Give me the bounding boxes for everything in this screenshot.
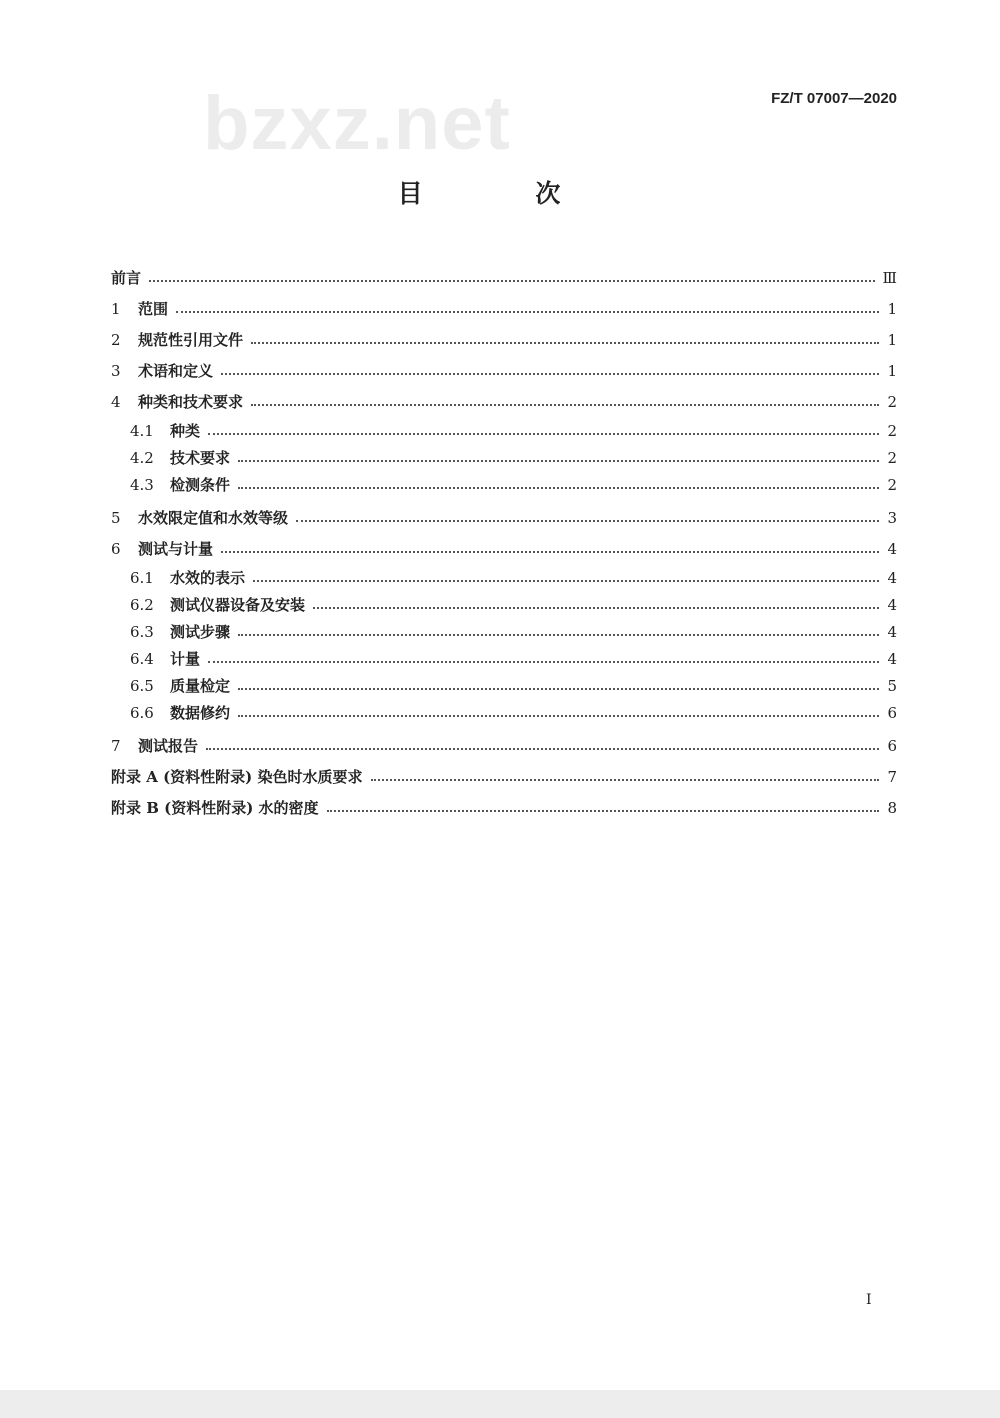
viewer-bottom-bar — [0, 1390, 1000, 1418]
toc-entry-label: 种类 — [170, 422, 201, 440]
toc-entry[interactable] — [111, 444, 897, 471]
dot-leader — [238, 688, 879, 690]
toc-entry-number: 7 — [111, 736, 121, 755]
dot-leader — [238, 634, 879, 636]
toc-entry-number: 4.1 — [130, 421, 154, 440]
toc-entry[interactable] — [111, 645, 897, 672]
toc-entry-label: 规范性引用文件 — [138, 331, 244, 349]
toc-entry-page: 1 — [887, 330, 897, 349]
toc-entry[interactable] — [111, 730, 897, 761]
toc-entry-label: 数据修约 — [170, 704, 231, 722]
toc-entry[interactable] — [111, 792, 897, 823]
page-title: 目 次 — [397, 179, 613, 208]
dot-leader — [327, 810, 880, 812]
watermark: bzxz.net — [203, 81, 511, 166]
toc-entry[interactable] — [111, 417, 897, 444]
dot-leader — [206, 748, 879, 750]
toc-entry-number: 3 — [111, 361, 121, 380]
toc-entry-number: 1 — [111, 299, 121, 318]
toc-entry-label: 测试报告 — [138, 737, 199, 755]
toc-entry-page: 7 — [887, 767, 897, 786]
toc-entry-number: 6.6 — [130, 703, 154, 722]
toc-entry-label: 附录 A (资料性附录) 染色时水质要求 — [111, 768, 363, 786]
toc-entry-label: 范围 — [138, 300, 169, 318]
toc-entry-label: 术语和定义 — [138, 362, 214, 380]
toc-entry-label: 水效限定值和水效等级 — [138, 509, 289, 527]
toc-entry-label: 前言 — [111, 269, 142, 287]
toc-entry[interactable] — [111, 533, 897, 564]
dot-leader — [296, 520, 879, 522]
toc-entry-label: 水效的表示 — [170, 569, 246, 587]
toc-entry[interactable] — [111, 386, 897, 417]
toc-entry[interactable] — [111, 699, 897, 726]
toc-entry-number: 6.4 — [130, 649, 154, 668]
dot-leader — [238, 715, 879, 717]
dot-leader — [238, 460, 879, 462]
toc-entry-number: 6 — [111, 539, 121, 558]
dot-leader — [149, 280, 875, 282]
toc-entry-page: 4 — [887, 622, 897, 641]
toc-entry-number: 6.2 — [130, 595, 154, 614]
dot-leader — [176, 311, 879, 313]
toc-entry-page: 4 — [887, 649, 897, 668]
toc-entry-label: 测试仪器设备及安装 — [170, 596, 306, 614]
table-of-contents — [111, 262, 897, 823]
toc-entry-page: 6 — [887, 736, 897, 755]
toc-entry-label: 计量 — [170, 650, 201, 668]
dot-leader — [251, 342, 879, 344]
toc-entry-page: 4 — [887, 568, 897, 587]
toc-entry-number: 4.3 — [130, 475, 154, 494]
toc-entry-page: 4 — [887, 595, 897, 614]
toc-entry-page: 1 — [887, 361, 897, 380]
dot-leader — [238, 487, 879, 489]
toc-entry-number: 6.1 — [130, 568, 154, 587]
standard-number: FZ/T 07007—2020 — [771, 90, 897, 107]
toc-entry-page: 4 — [887, 539, 897, 558]
toc-entry[interactable] — [111, 618, 897, 645]
toc-entry[interactable] — [111, 355, 897, 386]
toc-entry-page: 3 — [887, 508, 897, 527]
toc-entry[interactable] — [111, 672, 897, 699]
toc-entry[interactable] — [111, 471, 897, 498]
toc-entry[interactable] — [111, 591, 897, 618]
toc-entry[interactable] — [111, 262, 897, 293]
toc-entry[interactable] — [111, 293, 897, 324]
toc-entry[interactable] — [111, 502, 897, 533]
toc-entry-page: 5 — [887, 676, 897, 695]
dot-leader — [208, 661, 879, 663]
toc-entry-number: 4.2 — [130, 448, 154, 467]
toc-entry-number: 6.5 — [130, 676, 154, 695]
toc-entry-page: 1 — [887, 299, 897, 318]
toc-entry-label: 测试步骤 — [170, 623, 231, 641]
dot-leader — [221, 373, 879, 375]
toc-entry-page: Ⅲ — [882, 268, 897, 287]
toc-entry-page: 8 — [887, 798, 897, 817]
toc-entry-label: 附录 B (资料性附录) 水的密度 — [111, 799, 319, 817]
dot-leader — [208, 433, 879, 435]
toc-entry-page: 2 — [887, 448, 897, 467]
dot-leader — [221, 551, 879, 553]
toc-entry-number: 4 — [111, 392, 121, 411]
toc-entry-label: 质量检定 — [170, 677, 231, 695]
toc-entry[interactable] — [111, 564, 897, 591]
toc-entry-number: 6.3 — [130, 622, 154, 641]
page-number: I — [866, 1292, 872, 1308]
toc-entry[interactable] — [111, 324, 897, 355]
toc-entry-number: 5 — [111, 508, 121, 527]
dot-leader — [251, 404, 879, 406]
dot-leader — [371, 779, 880, 781]
toc-entry-label: 测试与计量 — [138, 540, 214, 558]
toc-entry-page: 2 — [887, 421, 897, 440]
toc-entry-number: 2 — [111, 330, 121, 349]
toc-entry-page: 6 — [887, 703, 897, 722]
dot-leader — [313, 607, 879, 609]
toc-entry-page: 2 — [887, 392, 897, 411]
toc-entry[interactable] — [111, 761, 897, 792]
toc-entry-label: 检测条件 — [170, 476, 231, 494]
toc-entry-page: 2 — [887, 475, 897, 494]
toc-entry-label: 技术要求 — [170, 449, 231, 467]
dot-leader — [253, 580, 879, 582]
toc-entry-label: 种类和技术要求 — [138, 393, 244, 411]
